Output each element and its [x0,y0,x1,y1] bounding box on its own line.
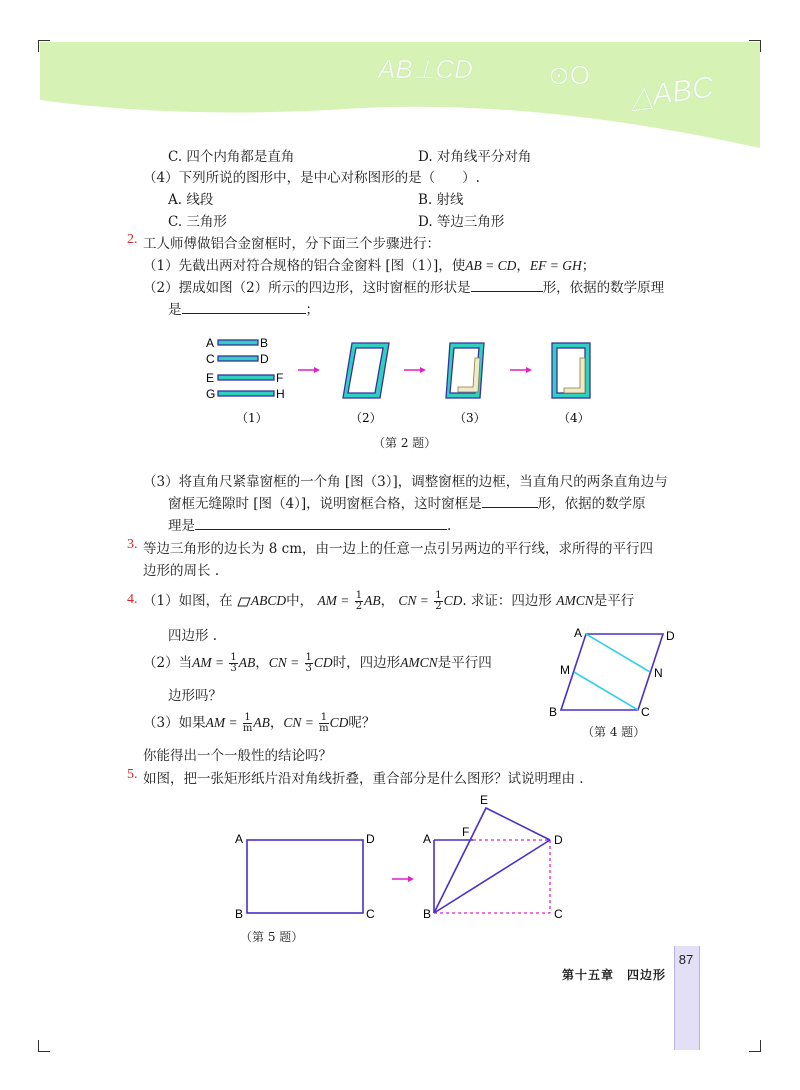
q2-step3-d: 理是 [168,518,195,534]
q2-step2-a: （2）摆成如图（2）所示的四边形，这时窗框的形状是 [143,280,471,296]
fraction-half [355,591,363,612]
label-a: A [235,832,244,846]
fig2-window [343,343,389,398]
q1-option-c: C. 四个内角都是直角 [168,149,295,165]
frac-den: 2 [435,601,442,612]
arrow-2 [404,367,426,373]
fig-cap-1: （1） [236,411,268,425]
label-c: C [641,705,650,719]
frac-num: 1 [305,652,312,663]
fig3-window [446,343,484,398]
frac-den: 2 [355,601,363,612]
q1-sub4-option-d: D. 等边三角形 [418,214,505,230]
q2-eq1: AB = CD [465,258,517,273]
q4-p2d: ， [255,655,269,671]
q4-figure [549,622,690,722]
frac-den: m [242,723,253,734]
q2-step3-b: 窗框无缝隙时 [图（4）]，说明窗框合格，这时窗框是 [168,496,482,512]
q2-eq2: EF = GH [529,258,582,273]
q4-p3c: AB [253,715,270,730]
label-c: C [206,352,215,366]
q4-p3a: （3）如果 [143,715,206,731]
fig1-bars [206,336,285,401]
q4-p3g: 呢？ [348,715,376,731]
q4-p1b: ABCD [250,593,287,608]
q1-sub4-option-b: B. 射线 [418,192,464,208]
label-d: D [260,352,269,366]
chapter-title: 第十五章 四边形 [562,968,667,982]
arrow-1 [298,367,320,373]
label-d: D [666,629,675,643]
fraction-m [319,713,328,734]
q2-step2-d: ； [305,302,319,318]
frac-num: 1 [244,712,251,723]
q4-p2g: 时，四边形 [332,655,401,671]
label-e: E [480,793,489,807]
q2-step3-e: . [447,518,452,534]
q4-number: 4. [127,592,138,607]
q4-p1a: （1）如图，在 [143,593,233,609]
q2-number: 2. [127,232,138,247]
fraction-half [434,591,442,612]
q2-step1 [143,254,595,274]
q4-p1d: AM = [317,593,350,608]
q4-p2b: AM = [192,655,225,670]
q1-option-d: D. 对角线平分对角 [418,149,532,165]
q2-step2-b: 形，依据的数学原理 [542,280,665,296]
frac-den: 3 [230,663,237,674]
q2-step2-line1 [143,276,664,296]
q4-part2-line2: 边形吗？ [168,688,222,704]
q4-p1e: AB [364,593,381,608]
q2-sep: ， [516,258,530,274]
header-band [0,0,800,160]
crop-mark [38,40,39,52]
q2-step3-c: 形，依据的数学原 [537,496,646,512]
q5-caption: （第 5 题） [240,930,304,944]
arrow-q5 [392,876,414,882]
frac-den: m [319,723,329,734]
q3-line2: 边形的周长 . [143,563,220,579]
q4-p1g: CN = [398,593,429,608]
q4-p2c: AB [238,655,256,670]
frac-num: 1 [320,712,328,723]
arrow-3 [510,367,532,373]
label-h: H [276,387,285,401]
fig-cap-3: （3） [454,411,486,425]
parallelogram-abcd [561,634,663,710]
q4-p2i: 是平行四 [437,655,492,671]
q4-p1k: 是平行 [593,593,635,609]
q4-part3 [143,711,375,734]
crop-mark [38,1051,50,1052]
q2-step1-end: ； [581,258,596,274]
q4-part2 [143,651,492,674]
q5-number: 5. [127,767,138,782]
label-b: B [235,907,244,921]
crop-mark [760,40,761,52]
q3-number: 3. [127,537,138,552]
crop-mark [38,40,50,41]
rectangle-abcd [247,840,363,913]
crop-mark [749,1051,761,1052]
q4-part4: 你能得出一个一般性的结论吗？ [143,748,332,764]
fig-cap-2: （2） [350,411,382,425]
q2-step2-c: 是 [168,302,182,318]
q4-p2e: CN = [268,655,300,670]
label-m: M [560,663,570,677]
q4-p3f: CD [329,715,349,730]
fig4-window [552,343,590,398]
folded-edges [434,808,550,913]
label-d: D [554,833,563,847]
label-g: G [206,387,216,401]
q2-caption: （第 2 题） [373,436,437,450]
q4-p2a: （2）当 [143,655,193,671]
label-a: A [423,832,432,846]
q5-figure [230,790,590,930]
q1-sub4-option-a: A. 线段 [168,192,214,208]
answer-blank[interactable] [195,517,447,530]
fraction-m [243,713,252,734]
q4-part1-line1 [143,589,634,612]
q4-p1j: AMCN [556,593,594,608]
frac-den: 3 [305,663,312,674]
q2-figure [200,330,620,430]
label-f: F [462,825,470,839]
q4-p2f: CD [313,655,333,670]
header-deco-circle: ⊙O [548,60,591,90]
crop-mark [749,40,761,41]
q2-step3-line2 [168,492,646,512]
q4-p3d: ， [269,715,284,731]
segment-mc [574,672,638,710]
q3-line1: 等边三角形的边长为 8 cm，由一边上的任意一点引另两边的平行线，求所得的平行四 [143,541,654,557]
label-a: A [574,626,583,640]
frac-num: 1 [230,652,237,663]
parallelogram-icon [237,597,251,607]
q4-p2h: AMCN [400,655,438,670]
q5-text: 如图，把一张矩形纸片沿对角线折叠，重合部分是什么图形？试说明理由 . [143,771,584,787]
q4-p1h: CD [443,593,463,608]
q2-intro: 工人师傅做铝合金窗框时，分下面三个步骤进行： [143,236,440,252]
q4-p1f: ， [380,593,395,609]
q2-step3-line1: （3）将直角尺紧靠窗框的一个角 [图（3）]，调整窗框的边框，当直角尺的两条直角边与 [143,474,668,490]
label-e: E [206,371,215,385]
label-b: B [260,336,269,350]
segment-an [586,634,650,672]
label-c: C [554,907,563,921]
q4-part1-line2: 四边形 . [168,628,218,644]
header-deco-triangle: △ABC [627,70,716,116]
q2-step1-text: （1）先截出两对符合规格的铝合金窗料 [图（1）]，使 [143,258,466,274]
page-number: 87 [678,952,694,967]
bar-ab [218,340,258,345]
header-deco-perpendicular: AB⊥CD [378,54,473,84]
fig-cap-4: （4） [558,411,590,425]
answer-blank[interactable] [482,495,538,508]
q4-p1c: 中， [286,593,314,609]
q4-p1i: . 求证：四边形 [462,593,552,609]
label-b: B [549,705,558,719]
answer-blank[interactable] [182,301,306,314]
frac-num: 1 [355,590,363,601]
q2-step2-line2 [168,298,319,318]
q4-p3e: CN = [283,715,314,730]
label-d: D [366,832,375,846]
q1-sub4: （4）下列所说的图形中，是中心对称图形的是（ ）. [143,170,480,186]
frac-num: 1 [435,590,442,601]
bar-gh [218,391,274,396]
q4-caption: （第 4 题） [582,725,646,739]
fraction-third [305,653,313,674]
answer-blank[interactable] [471,279,543,292]
bar-ef [218,375,274,380]
fraction-third [229,653,237,674]
label-c: C [366,907,375,921]
bar-cd [218,356,258,361]
label-a: A [206,336,215,350]
q2-step3-line3 [168,514,451,534]
label-b: B [423,907,432,921]
q4-p3b: AM = [205,715,238,730]
label-f: F [276,371,284,385]
label-n: N [654,666,663,680]
q1-sub4-option-c: C. 三角形 [168,214,227,230]
